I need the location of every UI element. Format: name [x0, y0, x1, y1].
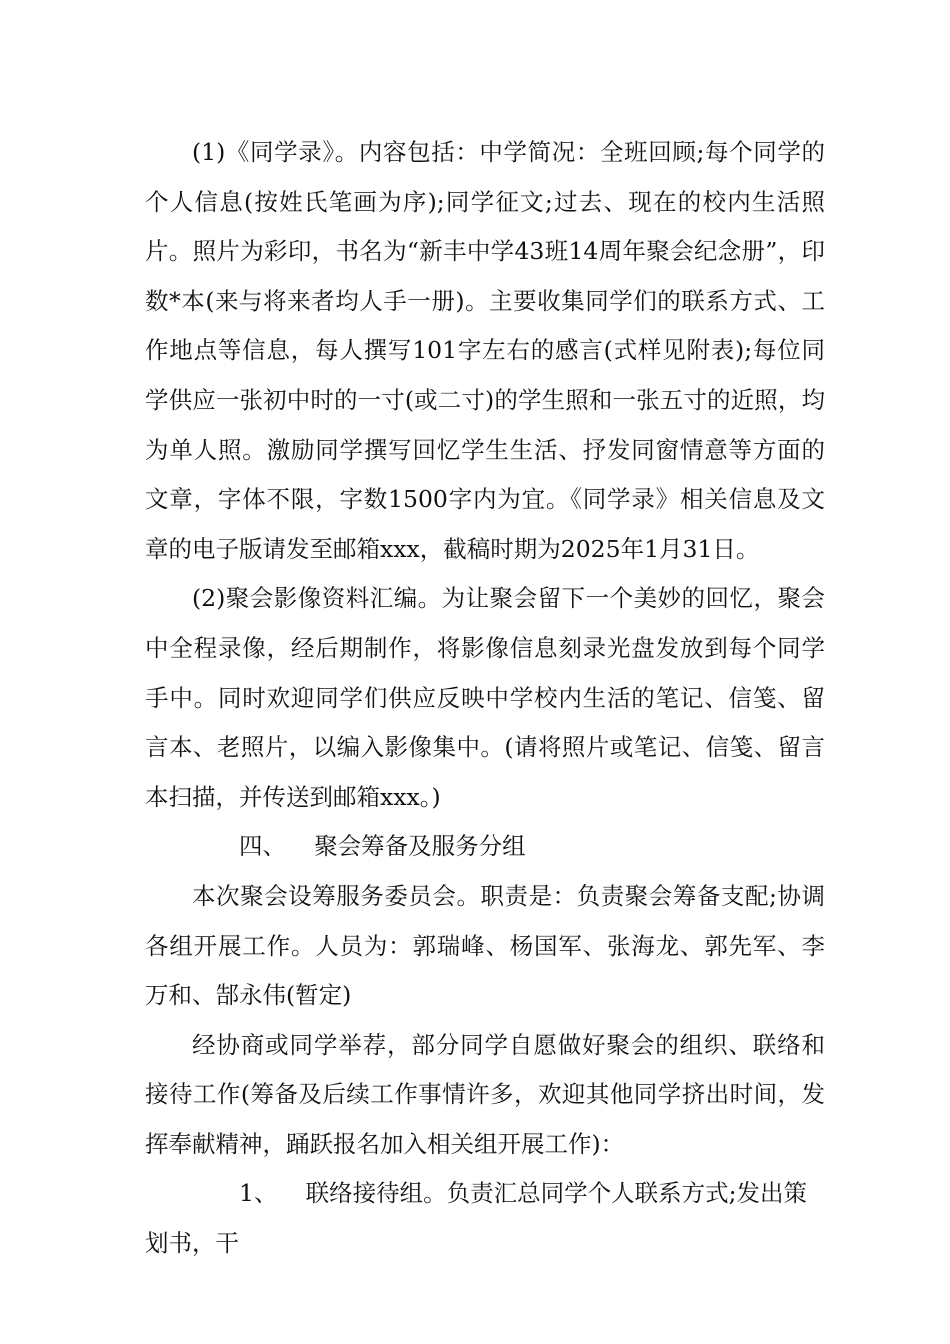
section-title: 聚会筹备及服务分组: [314, 832, 526, 861]
section-number: 四、: [239, 832, 286, 861]
paragraph-video-compilation: (2)聚会影像资料汇编。为让聚会留下一个美妙的回忆，聚会中全程录像，经后期制作，将影像信息刻录光盘发放到每个同学手中。同时欢迎同学们供应反映中学校内生活的笔记、信笺、留言本、老照片，以编入影像集中。(请将照片或笔记、信笺、留言本扫描，并传送到邮箱xxx。): [145, 584, 825, 811]
list-item-liaison-group: [145, 1169, 825, 1268]
paragraph-classmate-record: (1)《同学录》。内容包括：中学简况：全班回顾;每个同学的个人信息(按姓氏笔画为序);同学征文;过去、现在的校内生活照片。照片为彩印，书名为“新丰中学43班14周年聚会纪念册”，印数*本(来与将来者均人手一册)。主要收集同学们的联系方式、工作地点等信息，每人撰写101字左右的感言(式样见附表);每位同学供应一张初中时的一寸(或二寸)的学生照和一张五寸的近照，均为单人照。激励同学撰写回忆学生生活、抒发同窗情意等方面的文章，字体不限，字数1500字内为宜。《同学录》相关信息及文章的电子版请发至邮箱xxx，截稿时期为2025年1月31日。: [145, 138, 825, 563]
item-number: 1、: [239, 1179, 278, 1208]
section-heading-four: [145, 822, 825, 872]
paragraph-committee: 本次聚会设筹服务委员会。职责是：负责聚会筹备支配;协调各组开展工作。人员为：郭瑞峰、杨国军、张海龙、郭先军、李万和、郜永伟(暂定): [145, 881, 825, 1010]
paragraph-volunteers: 经协商或同学举荐，部分同学自愿做好聚会的组织、联络和接待工作(筹备及后续工作事情许多，欢迎其他同学挤出时间，发挥奉献精神，踊跃报名加入相关组开展工作)：: [145, 1030, 825, 1158]
item-text: 联络接待组。负责汇总同学个人联系方式;发出策划书，干: [145, 1179, 808, 1258]
document-body: [145, 128, 825, 1269]
